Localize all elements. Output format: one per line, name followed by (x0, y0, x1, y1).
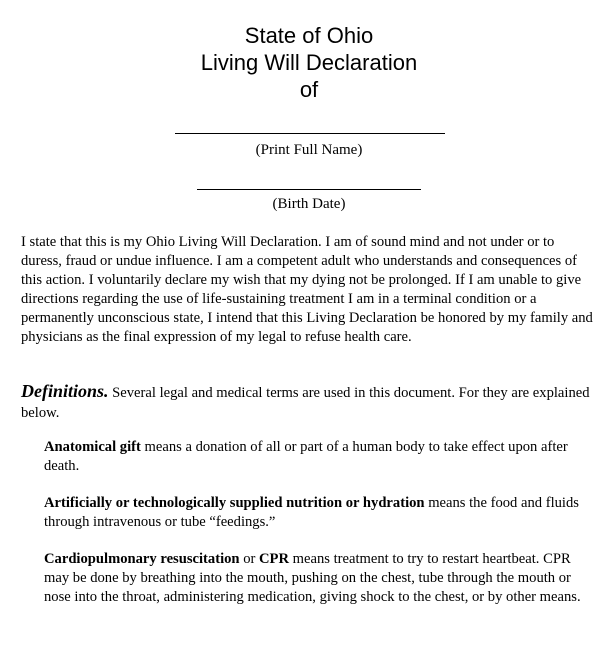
birth-date-caption: (Birth Date) (272, 196, 346, 212)
term-label: Cardiopulmonary resuscitation (44, 551, 240, 567)
term-definition: means a donation of all or part of a human body to take effect upon after death. (44, 439, 568, 474)
title-of: of (299, 77, 319, 102)
definitions-text: Several legal and medical terms are used in this document. For they are explained below. (21, 385, 590, 421)
definitions-intro (21, 381, 596, 423)
term-label: Artificially or technologically supplied nutrition or hydration (44, 495, 425, 511)
definitions-heading: Definitions. (21, 381, 109, 401)
full-name-caption: (Print Full Name) (255, 142, 363, 158)
title-declaration: Living Will Declaration (200, 50, 418, 75)
definition-anatomical-gift (44, 438, 596, 476)
term-definition: means treatment to try to restart heartbeat. CPR may be done by breathing into the mouth, pushing on the chest, tube through the mouth or nose into the throat, administering medication, giving shock to the chest, or by other means. (44, 551, 581, 605)
term-label-abbrev: CPR (259, 551, 290, 567)
definition-nutrition-hydration (44, 494, 596, 532)
full-name-line (175, 133, 445, 134)
title-state: State of Ohio (244, 23, 374, 48)
definition-cpr (44, 550, 596, 607)
term-label: Anatomical gift (44, 439, 141, 455)
declaration-paragraph: I state that this is my Ohio Living Will Declaration. I am of sound mind and not under or to duress, fraud or undue influence. I am a competent adult who understands and consequences of this action. I voluntarily declare my wish that my dying not be prolonged. If I am unable to give directions regarding the use of life-sustaining treatment I am in a terminal condition or a permanently unconscious state, I intend that this Living Declaration be honored by my family and physicians as the final expression of my legal to refuse health care. (21, 234, 593, 345)
document-title (0, 22, 600, 103)
term-definition: means the food and fluids through intravenous or tube “feedings.” (44, 495, 579, 530)
term-connector: or (239, 551, 260, 567)
birth-date-line (197, 189, 421, 190)
